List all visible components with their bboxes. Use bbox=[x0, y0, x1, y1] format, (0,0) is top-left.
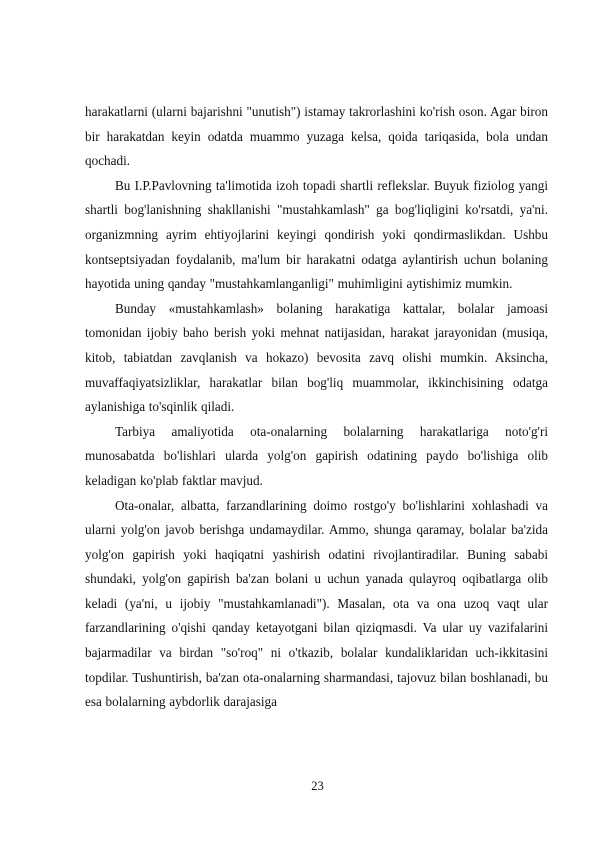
paragraph-upbringing-practice: Tarbiya amaliyotida ota-onalarning bolalarning harakatlariga noto'g'ri munosabatda bo'lishlari ularda yolg'on gapirish odatining paydo bo'lishiga olib keladigan ko'plab faktlar mavjud. bbox=[85, 423, 548, 488]
body-text bbox=[85, 100, 548, 715]
page-number: 23 bbox=[311, 779, 324, 793]
paragraph-pavlov: Bu I.P.Pavlovning ta'limotida izoh topadi shartli reflekslar. Buyuk fiziolog yangi shartli bog'lanishning shakllanishi "mustahkamlash" ga bog'liqligini ko'rsatdi, ya'ni. organizmning ayrim ehtiyojlarini keyingi qondirish yoki qondirmaslikdan. Ushbu kontseptsiyadan foydalanib, ma'lum bir harakatni odatga aylantirish uchun bolaning hayotida uning qanday "mustahkamlanganligi" muhimligini aytishimiz mumkin. bbox=[85, 177, 548, 292]
paragraph-parents: Ota-onalar, albatta, farzandlarining doimo rostgo'y bo'lishlarini xohlashadi va ularni yolg'on javob berishga undamaydilar. Ammo, shunga qaramay, bolalar ba'zida yolg'on gapirish yoki haqiqatni yashirish odatini rivojlantiradilar. Buning sababi shundaki, yolg'on gapirish ba'zan bolani u uchun yanada qulayroq oqibatlarga olib keladi (ya'ni, u ijobiy "mustahkamlanadi"). Masalan, ota va ona uzoq vaqt ular farzandlarining o'qishi qanday ketayotgani bilan qiziqmasdi. Va ular uy vazifalarini bajarmadilar va birdan "so'roq" ni o'tkazib, bolalar kundaliklaridan uch-ikkitasini topdilar. Tushuntirish, ba'zan ota-onalarning sharmandasi, tajovuz bilan boshlanadi, bu esa bolalarning aybdorlik darajasiga bbox=[85, 497, 548, 710]
paragraph-continued: harakatlarni (ularni bajarishni "unutish") istamay takrorlashini ko'rish oson. Agar biron bir harakatdan keyin odatda muammo yuzaga kelsa, qoida tariqasida, bola undan qochadi. bbox=[85, 104, 548, 169]
paragraph-reinforcement: Bunday «mustahkamlash» bolaning harakatiga kattalar, bolalar jamoasi tomonidan ijobiy baho berish yoki mehnat natijasidan, harakat jarayonidan (musiqa, kitob, tabiatdan zavqlanish va hokazo) bevosita zavq olishi mumkin. Aksincha, muvaffaqiyatsizliklar, harakatlar bilan bog'liq muammolar, ikkinchisining odatga aylanishiga to'sqinlik qiladi. bbox=[85, 300, 548, 415]
